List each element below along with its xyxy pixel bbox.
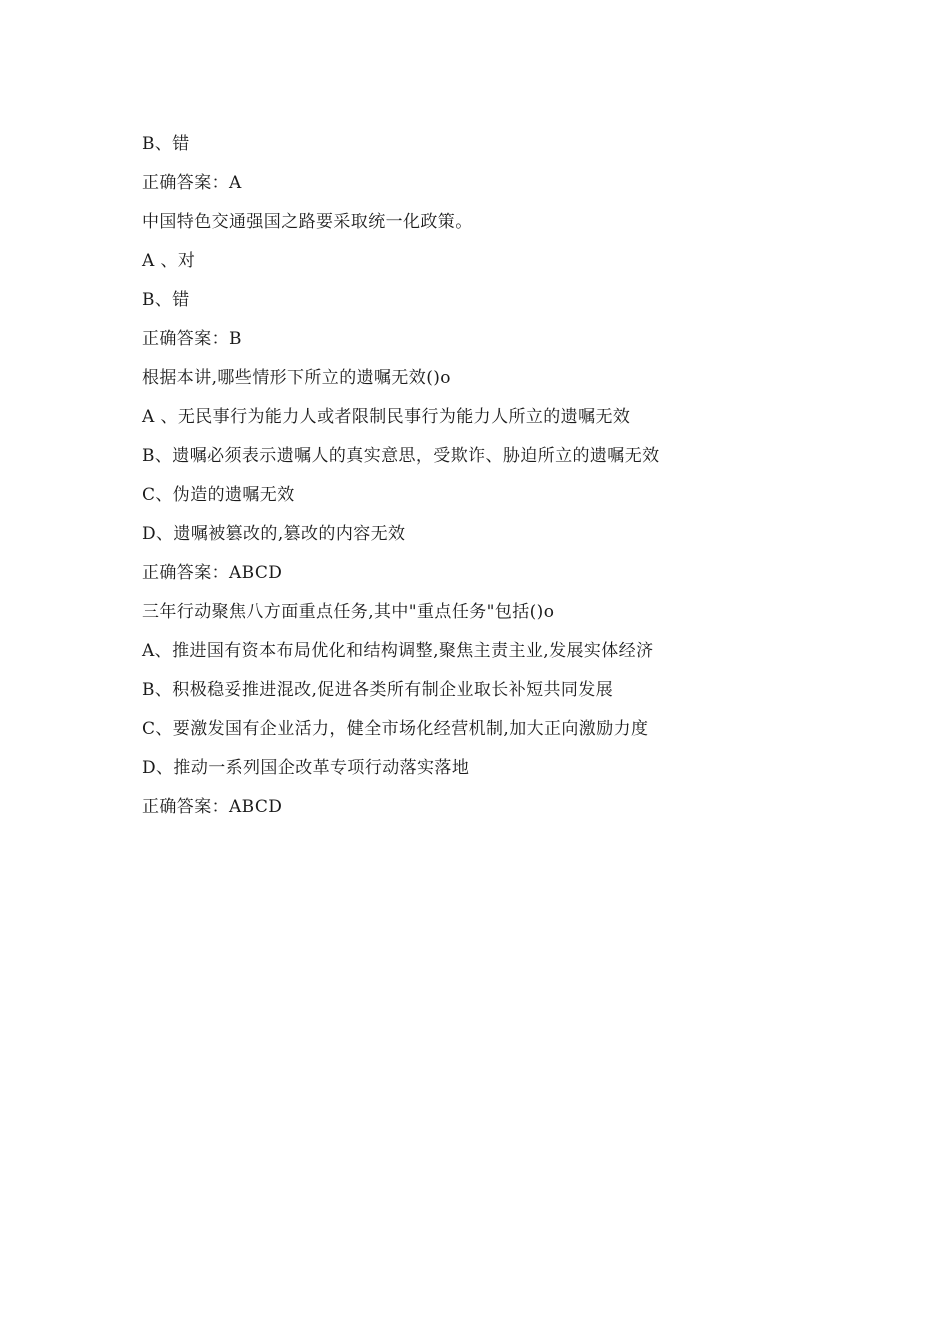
- q1-option-b: B、错: [142, 290, 190, 310]
- option-b-prev: B、错: [142, 134, 190, 154]
- q2-option-a: A 、无民事行为能力人或者限制民事行为能力人所立的遗嘱无效: [142, 407, 631, 427]
- q1-option-a: A 、对: [142, 251, 196, 271]
- answer-prev: 正确答案：A: [142, 173, 242, 193]
- q3-option-c: C、要激发国有企业活力，健全市场化经营机制,加大正向激励力度: [142, 719, 649, 739]
- q1-answer: 正确答案：B: [142, 329, 242, 349]
- q2-option-b: B、遗嘱必须表示遗嘱人的真实意思，受欺诈、胁迫所立的遗嘱无效: [142, 446, 660, 466]
- q2-option-c: C、伪造的遗嘱无效: [142, 485, 295, 505]
- q3-option-a: A、推进国有资本布局优化和结构调整,聚焦主责主业,发展实体经济: [142, 641, 654, 661]
- q3-option-b: B、积极稳妥推进混改,促进各类所有制企业取长补短共同发展: [142, 680, 614, 700]
- q2-answer: 正确答案：ABCD: [142, 563, 283, 583]
- q2-option-d: D、遗嘱被篡改的,篡改的内容无效: [142, 524, 406, 544]
- q3-answer: 正确答案：ABCD: [142, 797, 283, 817]
- document-body: [142, 129, 862, 831]
- question-3: 三年行动聚焦八方面重点任务,其中"重点任务"包括()o: [142, 602, 555, 622]
- question-2: 根据本讲,哪些情形下所立的遗嘱无效()o: [142, 368, 451, 388]
- question-1: 中国特色交通强国之路要采取统一化政策。: [142, 212, 473, 232]
- q3-option-d: D、推动一系列国企改革专项行动落实落地: [142, 758, 470, 778]
